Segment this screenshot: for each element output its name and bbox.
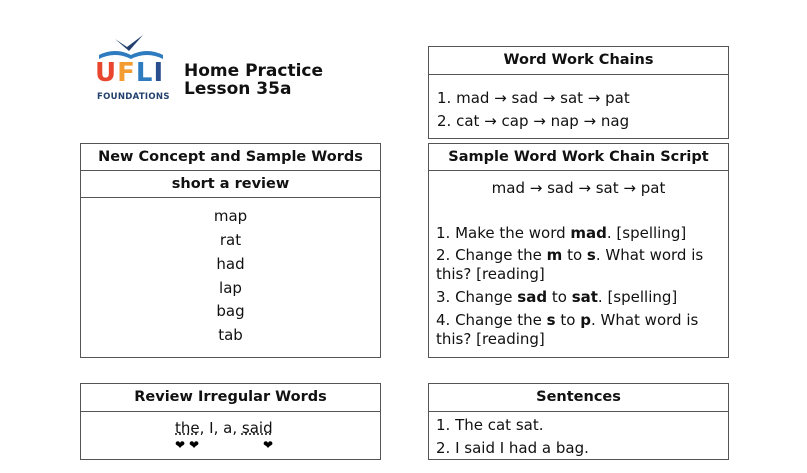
new-concept-subheader: short a review [81,171,380,198]
sample-word: bag [216,302,245,320]
sample-word: rat [219,231,242,249]
word-work-chains-header: Word Work Chains [429,47,728,75]
irregular-words-header: Review Irregular Words [81,384,380,412]
irregular-word-the: the [175,419,200,437]
sentence-1: 1. The cat sat. [436,416,544,434]
heart-icon: ❤ [189,438,200,452]
sample-word: lap [219,279,242,297]
irregular-word-i: I [209,419,214,437]
sentences-box [428,383,729,460]
script-step-2: 2. Change the m to s. What word is [436,246,704,264]
title-line-1: Home Practice [184,61,324,81]
heart-icon: ❤ [175,438,186,452]
irregular-words-line: the, I, a, said [175,419,273,437]
script-step-1: 1. Make the word mad. [spelling] [436,224,687,242]
irregular-words-box [80,383,381,460]
irregular-word-a: a [223,419,233,437]
logo-wordmark: UFLI [95,58,165,88]
logo-subtitle: FOUNDATIONS [97,92,170,102]
word-work-chains-box [428,46,729,139]
script-chain: mad → sad → sat → pat [491,179,666,197]
script-step-3: 3. Change sad to sat. [spelling] [436,288,678,306]
chain-line-2: 2. cat → cap → nap → nag [437,112,630,130]
script-step-4-cont: this? [reading] [436,330,545,348]
sample-word: tab [218,326,243,344]
sentences-header: Sentences [429,384,728,412]
chain-line-1: 1. mad → sad → sat → pat [437,89,630,107]
script-step-2-cont: this? [reading] [436,265,545,283]
new-concept-header: New Concept and Sample Words [81,144,380,171]
sample-word: had [216,255,245,273]
title-line-2: Lesson 35a [184,79,292,99]
new-concept-box [80,143,381,358]
page-title [184,62,323,98]
irregular-word-said: said [241,419,273,437]
sentence-2: 2. I said I had a bag. [436,439,589,457]
chain-script-box [428,143,729,358]
heart-icon: ❤ [263,438,274,452]
chain-script-header: Sample Word Work Chain Script [429,144,728,171]
sample-word: map [213,207,248,225]
script-step-4: 4. Change the s to p. What word is [436,311,699,329]
